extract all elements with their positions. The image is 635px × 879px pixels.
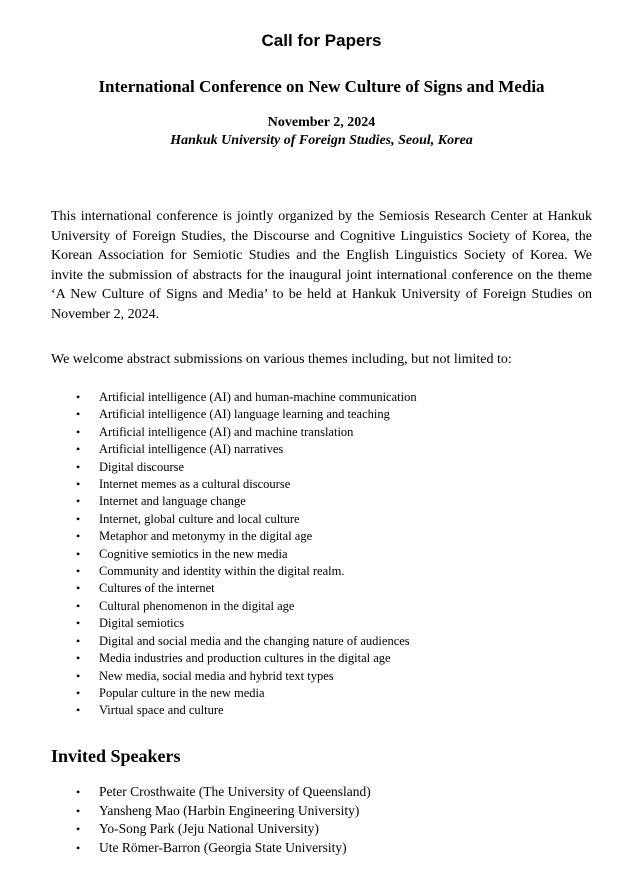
theme-item-text: New media, social media and hybrid text types — [99, 668, 334, 683]
theme-item-text: Artificial intelligence (AI) narratives — [99, 442, 284, 457]
theme-item-text: Cultural phenomenon in the digital age — [99, 598, 295, 613]
bullet-icon: • — [76, 785, 81, 799]
bullet-icon: • — [76, 616, 81, 631]
invited-speakers-heading: Invited Speakers — [51, 746, 181, 766]
theme-item — [0, 528, 635, 545]
speaker-item — [0, 839, 635, 858]
bullet-icon: • — [76, 407, 81, 422]
speaker-item-text: Yo-Song Park (Jeju National University) — [99, 821, 319, 837]
bullet-icon: • — [76, 598, 81, 613]
welcome-paragraph: We welcome abstract submissions on various themes including, but not limited to: — [51, 352, 512, 367]
themes-list — [0, 389, 635, 720]
theme-item-text: Popular culture in the new media — [99, 685, 265, 700]
theme-item-text: Internet and language change — [99, 494, 246, 509]
theme-item-text: Artificial intelligence (AI) and machine translation — [99, 424, 354, 439]
theme-item — [0, 702, 635, 719]
speaker-item-text: Yansheng Mao (Harbin Engineering University) — [99, 802, 360, 818]
bullet-icon: • — [76, 511, 81, 526]
theme-item — [0, 476, 635, 493]
bullet-icon: • — [76, 685, 81, 700]
theme-item — [0, 650, 635, 667]
speakers-list — [0, 783, 635, 858]
bullet-icon: • — [76, 546, 81, 561]
theme-item-text: Artificial intelligence (AI) and human-machine communication — [99, 390, 417, 404]
theme-item-text: Cognitive semiotics in the new media — [99, 546, 288, 561]
theme-item — [0, 459, 635, 476]
theme-item — [0, 563, 635, 580]
theme-item-text: Digital discourse — [99, 459, 185, 474]
bullet-icon: • — [76, 668, 81, 683]
intro-paragraph: This international conference is jointly organized by the Semiosis Research Center at Hankuk University of Foreign Studies, the Discourse and Cognitive Linguistics Society of Korea, the Korean Association for Semiotic Studies and the English Linguistics Society of Korea. We invite the submission of abstracts for the inaugural joint international conference on the theme ‘A New Culture of Signs and Media’ to be held at Hankuk University of Foreign Studies on November 2, 2024. — [51, 209, 592, 322]
bullet-icon: • — [76, 703, 81, 718]
theme-item — [0, 546, 635, 563]
bullet-icon: • — [76, 841, 81, 856]
bullet-icon: • — [76, 581, 81, 596]
theme-item-text: Artificial intelligence (AI) language learning and teaching — [99, 407, 390, 422]
theme-item-text: Digital semiotics — [99, 616, 185, 631]
bullet-icon: • — [76, 529, 81, 544]
bullet-icon: • — [76, 564, 81, 579]
theme-item-text: Media industries and production cultures in the digital age — [99, 651, 391, 666]
bullet-icon: • — [76, 803, 81, 818]
theme-item-text: Internet memes as a cultural discourse — [99, 477, 291, 492]
theme-item — [0, 441, 635, 458]
theme-item — [0, 424, 635, 441]
call-for-papers-title: Call for Papers — [261, 31, 382, 50]
speaker-item-text: Peter Crosthwaite (The University of Queensland) — [99, 784, 371, 799]
bullet-icon: • — [76, 442, 81, 457]
bullet-icon: • — [76, 822, 81, 837]
conference-title: International Conference on New Culture of Signs and Media — [98, 77, 545, 96]
theme-item — [0, 511, 635, 528]
bullet-icon: • — [76, 390, 81, 404]
bullet-icon: • — [76, 477, 81, 492]
theme-item-text: Community and identity within the digital realm. — [99, 564, 345, 579]
theme-item — [0, 633, 635, 650]
speaker-item — [0, 802, 635, 821]
conference-venue: Hankuk University of Foreign Studies, Seoul, Korea — [170, 133, 473, 148]
bullet-icon: • — [76, 494, 81, 509]
theme-item — [0, 685, 635, 702]
theme-item-text: Metaphor and metonymy in the digital age — [99, 529, 313, 544]
theme-item-text: Digital and social media and the changing nature of audiences — [99, 633, 410, 648]
bullet-icon: • — [76, 459, 81, 474]
theme-item — [0, 389, 635, 406]
bullet-icon: • — [76, 633, 81, 648]
theme-item — [0, 615, 635, 632]
theme-item — [0, 598, 635, 615]
theme-item — [0, 580, 635, 597]
bullet-icon: • — [76, 651, 81, 666]
speaker-item — [0, 783, 635, 802]
bullet-icon: • — [76, 424, 81, 439]
theme-item — [0, 406, 635, 423]
speaker-item-text: Ute Römer-Barron (Georgia State University) — [99, 840, 347, 856]
theme-item-text: Cultures of the internet — [99, 581, 215, 596]
speaker-item — [0, 820, 635, 839]
theme-item-text: Internet, global culture and local culture — [99, 511, 300, 526]
theme-item — [0, 668, 635, 685]
conference-date: November 2, 2024 — [267, 115, 376, 130]
theme-item-text: Virtual space and culture — [99, 703, 224, 718]
theme-item — [0, 493, 635, 510]
